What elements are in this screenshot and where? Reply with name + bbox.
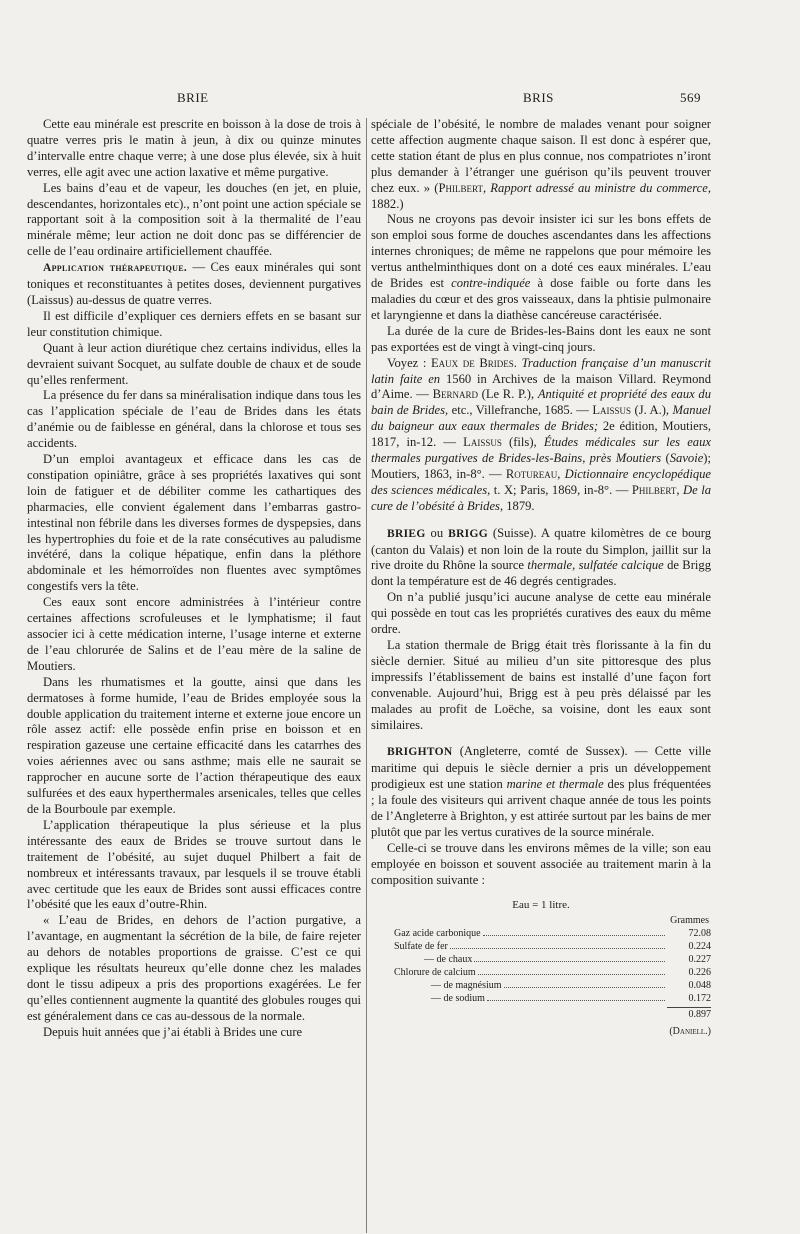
composition-table <box>371 899 711 1038</box>
left-column <box>27 117 361 1041</box>
table-row: — de chaux 0.227 <box>424 953 711 965</box>
composition-total: 0.897 <box>371 1005 711 1021</box>
paragraph: Il est difficile d’expliquer ces derniers effets en se basant sur leur constitution chimique. <box>27 308 361 339</box>
paragraph: La station thermale de Brigg était très florissante à la fin du siècle dernier. Situé au milieu d’un site pittoresque des plus impressifs l’établissement de bains est installé d’une façon fort convenable. Aujourd’hui, Brigg est à peu près délaissé par les malades au profit de Loëche, sa voisine, dont les eaux sont similaires. <box>371 638 711 732</box>
running-head-right: BRIS <box>523 90 554 105</box>
paragraph: La durée de la cure de Brides-les-Bains dont les eaux ne sont pas exportées est de vingt à vingt-cinq jours. <box>371 323 711 354</box>
entry-title: BRIGHTON <box>387 746 453 759</box>
paragraph: Quant à leur action diurétique chez certains individus, elles la devraient suivant Socquet, au sulfate double de chaux et de soude qu’elles renferment. <box>27 340 361 387</box>
table-row: Chlorure de calcium 0.226 <box>394 966 711 978</box>
section-title: Application thérapeutique. <box>43 262 188 275</box>
bibliography: Voyez : Eaux de Brides. Traduction française d’un manuscrit latin faite en 1560 in Archives de la maison Villard. Reymond d’Aime. — Bernard (Le R. P.), Antiquité et propriété des eaux du bain de Brides, etc., Villefranche, 1685. — Laissus (J. A.), Manuel du baigneur aux eaux thermales de Brides; 2e édition, Moutiers, 1817, in-12. — Laissus (fils), Études médicales sur les eaux thermales purgatives de Brides-les-Bains, près Moutiers (Savoie); Moutiers, 1863, in-8°. — Rotureau, Dictionnaire encyclopédique des sciences médicales, t. X; Paris, 1869, in-8°. — Philbert, De la cure de l’obésité à Brides, 1879. <box>371 355 712 513</box>
composition-author: (Daniell.) <box>669 1025 711 1037</box>
paragraph: L’application thérapeutique la plus sérieuse et la plus intéressante des eaux de Brides se trouve surtout dans le traitement de l’obésité, au sujet duquel Philbert a fait de nombreux et intéressants travaux, par lesquels il se trouve établi avec certitude que les eaux de Brides sont aussi efficaces contre l’obésité que les eaux d’outre-Rhin. <box>27 817 361 912</box>
paragraph <box>27 260 361 309</box>
table-row: Gaz acide carbonique 72.08 <box>394 927 711 939</box>
paragraph: On n’a publié jusqu’ici aucune analyse de cette eau minérale qui possède en tout cas les propriétés curatives des eaux du même ordre. <box>371 590 711 637</box>
composition-heading: Eau = 1 litre. <box>512 898 570 911</box>
paragraph: Celle-ci se trouve dans les environs mêmes de la ville; son eau employée en boisson et souvent associée au traitement marin à la composition suivante : <box>371 840 711 887</box>
paragraph: spéciale de l’obésité, le nombre de malades venant pour soigner cette affection augmente chaque saison. Il est donc à espérer que, cette station étant de plus en plus connue, nos compatriotes n’iront plus demander à l’étranger une guérison qu’ils peuvent trouver chez eux. » (Philbert, Rapport adressé au ministre du commerce, 1882.) <box>371 117 711 211</box>
paragraph: Depuis huit années que j’ai établi à Brides une cure <box>43 1024 303 1039</box>
paragraph: « L’eau de Brides, en dehors de l’action purgative, a l’avantage, en augmentant la sécrétion de la bile, de faire rejeter au dehors de notables proportions de graisse. C’est ce qui explique les résultats heureux qu’elle donne chez les malades dont le tissu adipeux a pris des proportions exagérées. Le fer qu’elles contiennent augmente la quantité des globules rouges qui est généralement dans ce cas au-dessous de la normale. <box>27 913 361 1023</box>
composition-unit: Grammes <box>670 914 709 926</box>
paragraph: Ces eaux sont encore administrées à l’intérieur contre certaines affections scrofuleuses et le lymphatisme; il faut associer ici à cette médication interne, l’usage interne et externe de l’eau chlorurée de Salins et de l’eau mère de la saline de Moutiers. <box>27 595 361 673</box>
paragraph: La présence du fer dans sa minéralisation indique dans tous les cas l’application spéciale de l’eau de Brides dans les états d’anémie ou de faiblesse en général, dans la chlorose et tous ses accidents. <box>27 388 361 451</box>
page-number: 569 <box>680 90 701 105</box>
running-head-left: BRIE <box>177 90 209 105</box>
entry-brieg: BRIEG ou BRIGG (Suisse). A quatre kilomètres de ce bourg (canton du Valais) et non loin de la route du Simplon, jaillit sur la rive droite du Rhône la source thermale, sulfatée calcique de Brigg dont la température est de 46 degrés centigrades. <box>371 525 711 589</box>
paragraph: Dans les rhumatismes et la goutte, ainsi que dans les dermatoses à forme humide, l’eau de Brides employée sous la double application du traitement interne et externe joue encore un rôle assez actif: elle possède enfin prise en boisson et en respiration gazeuse une certaine efficacité dans les catarrhes des voies aériennes avec ou sans asthme; mais elle ne saurait se rapprocher en aucune sorte de l’action thérapeutique des eaux sulfurées et des eaux hyperthermales arsenicales, telles que celles de la Bourboule par exemple. <box>27 674 361 816</box>
paragraph: Les bains d’eau et de vapeur, les douches (en jet, en pluie, descendantes, horizontales etc)., n’ont point une action spéciale se rapportant soit à la composition soit à la thermalité de l’eau minérale même; leur action ne doit donc pas se différencier de celle de l’eau ordinaire artificiellement chauffée. <box>27 180 361 259</box>
paragraph: Nous ne croyons pas devoir insister ici sur les bons effets de son emploi sous forme de douches ascendantes dans les affections internes chroniques; de même ne rappelons que pour mémoire les vertus anthelminthiques dont on a doté ces eaux minérales. L’eau de Brides est contre-indiquée à dose faible ou forte dans les maladies du cœur et des gros vaisseaux, dans la phtisie pulmonaire et laryngienne et dans la diathèse cancéreuse caractérisée. <box>371 212 712 322</box>
right-column <box>371 117 711 1038</box>
paragraph-text: — Ces eaux minérales qui sont toniques et reconstituantes à petites doses, deviennent purgatives (Laissus) au-dessus de quatre verres. <box>27 260 361 307</box>
table-row: — de sodium 0.172 <box>431 992 711 1004</box>
entry-title: BRIGG <box>448 527 488 540</box>
entry-title: BRIEG <box>387 527 426 540</box>
column-divider <box>366 118 367 1233</box>
table-row: — de magnésium 0.048 <box>431 979 711 991</box>
table-row: Sulfate de fer 0.224 <box>394 940 711 952</box>
paragraph: Cette eau minérale est prescrite en boisson à la dose de trois à quatre verres pris le matin à jeun, à dix ou quinze minutes d’intervalle entre chaque verre; à une dose plus élevée, six à huit verres, elle agit avec une action laxative et même purgative. <box>27 117 361 179</box>
entry-brighton: BRIGHTON (Angleterre, comté de Sussex). — Cette ville maritime qui depuis le siècle dernier a pris un développement prodigieux est une station marine et thermale des plus fréquentées ; la foule des visiteurs qui arrivent chaque année de tous les points de l’Angleterre à Brighton, y est attirée surtout par les bains de mer plutôt que par les vertus curatives de la source minérale. <box>371 744 712 839</box>
paragraph: D’un emploi avantageux et efficace dans les cas de constipation opiniâtre, grâce à ses propriétés laxatives qui sont loin de fatiguer et de débiliter comme les cathartiques des pharmacies, elle convient également dans l’embarras gastro-intestinal non fébrile dans les diverses formes de dyspepsies, dans les hypertrophies du foie et de la rate consécutives au paludisme invétéré, dans la colique hépatique, enfin dans la pléthore abdominale et les hémorroïdes non fluentes avec symptômes congestifs vers la tête. <box>27 452 361 594</box>
